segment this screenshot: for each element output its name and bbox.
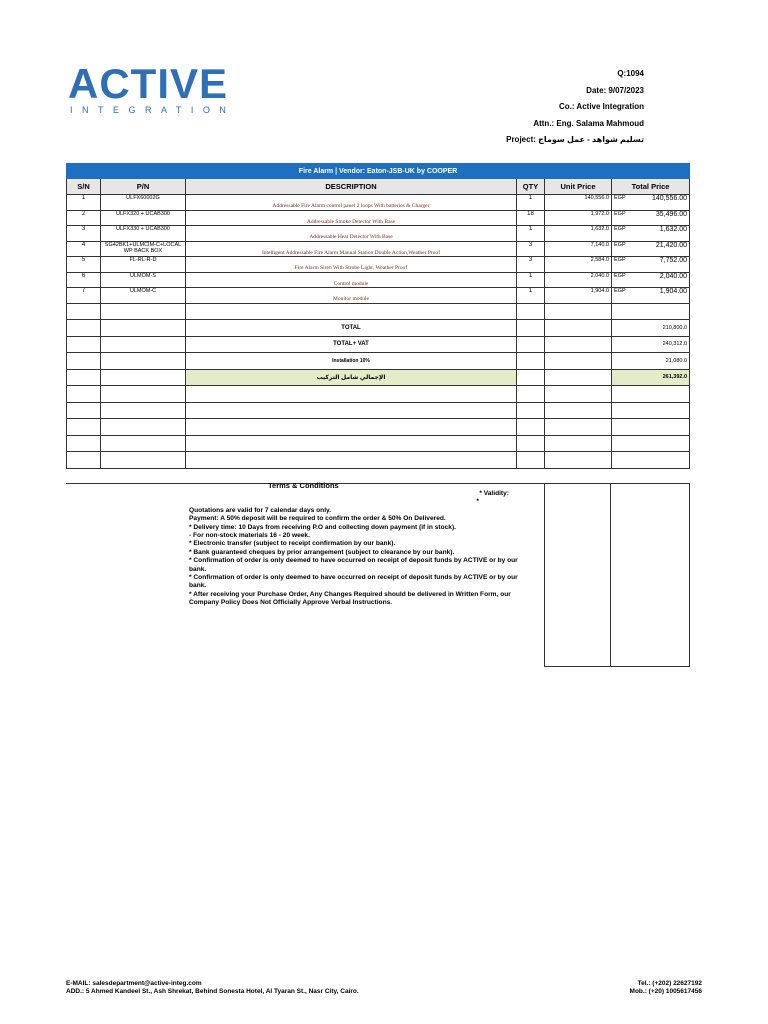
item-total-amount: 7,752.00	[659, 257, 688, 264]
item-description: Addressable Fire Alarm control panel 2 loops With batteries & Charger	[186, 195, 517, 211]
empty-row	[67, 386, 690, 403]
item-total-price	[612, 226, 690, 242]
terms-line: * Bank guaranteed cheques by prior arrangement (subject to clearance by our bank).	[189, 548, 455, 556]
terms-side-box-right	[610, 483, 690, 667]
column-header-row	[67, 179, 690, 195]
currency-label: EGP	[614, 195, 626, 201]
company-logo	[68, 60, 236, 115]
item-unit-price: 1,632.0	[545, 226, 612, 242]
summary-row-grand-total	[67, 369, 690, 386]
item-total-price	[612, 195, 690, 211]
vat-value: 240,312.0	[612, 336, 690, 353]
table-row	[67, 272, 690, 288]
item-unit-price: 1,972.0	[545, 210, 612, 226]
quote-company: Co.: Active Integration	[558, 102, 644, 111]
item-qty: 3	[517, 257, 545, 273]
quote-header	[506, 66, 644, 149]
empty-row	[67, 419, 690, 436]
table-banner: Fire Alarm | Vendor: Eaton-JSB-UK by COOPER	[67, 164, 690, 179]
table-row	[67, 257, 690, 273]
total-value: 210,800.0	[612, 320, 690, 337]
table-row	[67, 241, 690, 257]
item-pn: ULFX330 + UCAB300	[101, 226, 186, 242]
item-qty: 1	[517, 288, 545, 304]
col-header-qty: QTY	[517, 179, 545, 195]
item-total-amount: 2,040.00	[659, 272, 688, 280]
vat-label: TOTAL+ VAT	[186, 336, 517, 353]
item-qty: 1	[517, 272, 545, 288]
table-banner-row	[67, 164, 690, 179]
item-total-price	[612, 210, 690, 226]
terms-line: * Confirmation of order is only deemed to have occurred on receipt of deposit funds by ACTIVE or by our bank.	[189, 574, 518, 590]
item-pn: ULMOM-C	[101, 288, 186, 304]
installation-value: 21,080.0	[612, 353, 690, 370]
col-header-description: DESCRIPTION	[186, 179, 517, 195]
col-header-unit-price: Unit Price	[545, 179, 612, 195]
item-sn: 4	[67, 241, 101, 257]
terms-line: * Electronic transfer (subject to receipt confirmation by our bank).	[189, 540, 396, 548]
currency-label: EGP	[614, 226, 626, 232]
item-pn: ULMOM-S	[101, 272, 186, 288]
item-total-price	[612, 241, 690, 257]
item-total-amount: 1,904.00	[659, 288, 688, 295]
terms-body	[189, 490, 519, 608]
item-description: Monitor module	[186, 288, 517, 304]
col-header-sn: S/N	[67, 179, 101, 195]
empty-row	[67, 435, 690, 452]
quote-project: Project: تسليم شواهد - عمل سوماج	[506, 135, 644, 144]
logo-main-text: ACTIVE	[68, 60, 229, 107]
terms-line: Payment: A 50% deposit will be required to confirm the order & 50% On Delivered.	[189, 515, 446, 523]
item-sn: 6	[67, 272, 101, 288]
quote-attn: Attn.: Eng. Salama Mahmoud	[533, 118, 644, 128]
item-sn: 5	[67, 257, 101, 273]
table-row	[67, 288, 690, 304]
item-total-price	[612, 272, 690, 288]
item-unit-price: 2,584.0	[545, 257, 612, 273]
quote-date: Date: 9/07/2023	[586, 85, 644, 95]
item-qty: 1	[517, 195, 545, 211]
item-qty: 18	[517, 210, 545, 226]
footer-phones	[630, 980, 702, 996]
item-total-price	[612, 288, 690, 304]
quotation-table	[66, 163, 690, 469]
terms-line: *	[476, 498, 479, 506]
item-unit-price: 2,040.0	[545, 272, 612, 288]
item-pn: FL-RL-R-D	[101, 257, 186, 273]
quote-number: Q:1094	[617, 69, 644, 78]
empty-row	[67, 452, 690, 469]
terms-line: * Confirmation of order is only deemed to have occurred on receipt of deposit funds by ACTIVE or by our bank.	[189, 557, 518, 573]
item-total-amount: 140,556.00	[652, 195, 688, 202]
item-description: Control module	[186, 272, 517, 288]
item-unit-price: 140,556.0	[545, 195, 612, 211]
grand-total-value: 261,392.0	[612, 369, 690, 386]
item-sn: 1	[67, 195, 101, 211]
footer-address: ADD.: 5 Ahmed Kandeel St., Ash Shrekat, Behind Sonesta Hotel, Al Tyaran St., Nasr City, Cairo.	[66, 988, 359, 995]
item-qty: 1	[517, 226, 545, 242]
logo-sub-text: INTEGRATION	[70, 105, 236, 115]
footer-contact	[66, 980, 359, 996]
item-unit-price: 7,140.0	[545, 241, 612, 257]
item-description: Intelligent Addressable Fire Alarm Manual Station Double Action,Weather Proof	[186, 241, 517, 257]
item-pn: ULFX320 + UCAB300	[101, 210, 186, 226]
footer-email: E-MAIL: salesdepartment@active-integ.com	[66, 980, 202, 987]
empty-row	[67, 303, 690, 320]
item-total-amount: 21,420.00	[655, 241, 688, 249]
total-label: TOTAL	[186, 320, 517, 337]
item-total-price	[612, 257, 690, 273]
item-pn: SG42BK1+ULMCIM-C+LOCAL WP BACK BOX	[101, 241, 186, 257]
terms-line: * After receiving your Purchase Order, Any Changes Required should be delivered in Written Form, our Company Policy Does Not Officially Approve Verbal Instructions.	[189, 590, 511, 607]
terms-line: - For non-stock materials 16 - 20 week.	[189, 532, 310, 540]
col-header-total-price: Total Price	[612, 179, 690, 195]
currency-label: EGP	[614, 210, 626, 217]
item-description: Addressable Heat Detector With Base	[186, 226, 517, 242]
terms-line: * Validity:	[479, 490, 509, 497]
item-pn: ULFX60002G	[101, 195, 186, 211]
currency-label: EGP	[614, 288, 626, 294]
item-description: Fire Alarm Siren With Strobe Light, Weather Proof	[186, 257, 517, 273]
currency-label: EGP	[614, 241, 626, 248]
currency-label: EGP	[614, 272, 626, 279]
item-qty: 3	[517, 241, 545, 257]
terms-title: Terms & Conditions	[268, 481, 339, 490]
item-sn: 7	[67, 288, 101, 304]
item-unit-price: 1,904.0	[545, 288, 612, 304]
item-sn: 2	[67, 210, 101, 226]
grand-total-label: الإجمالي شامل التركيب	[186, 369, 517, 386]
table-row	[67, 195, 690, 211]
item-sn: 3	[67, 226, 101, 242]
summary-row-installation	[67, 353, 690, 370]
table-row	[67, 226, 690, 242]
footer-mob: Mob.: (+20) 1005617456	[629, 988, 702, 995]
terms-side-box-left	[544, 483, 611, 667]
table-row	[67, 210, 690, 226]
installation-label: Installation 10%	[186, 353, 517, 370]
item-total-amount: 35,496.00	[655, 210, 688, 218]
currency-label: EGP	[614, 257, 626, 263]
summary-row-vat	[67, 336, 690, 353]
footer-tel: Tel.: (+202) 22627192	[637, 980, 702, 987]
item-description: Addressable Smoke Detector With Base	[186, 210, 517, 226]
terms-line: * Delivery time: 10 Days from receiving P.O and collecting down payment (if in stock).	[189, 523, 457, 531]
col-header-pn: P/N	[101, 179, 186, 195]
empty-row	[67, 402, 690, 419]
summary-row-total	[67, 320, 690, 337]
item-total-amount: 1,632.00	[659, 226, 688, 233]
terms-line: Quotations are valid for 7 calendar days only.	[189, 506, 332, 514]
